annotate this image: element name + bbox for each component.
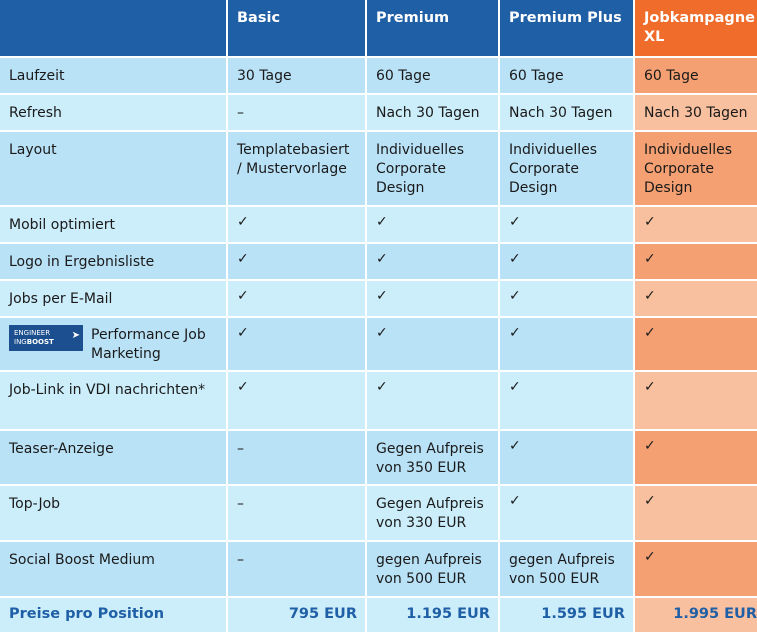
row-label-social-boost: Social Boost Medium xyxy=(0,542,226,596)
logo-line2a: ING xyxy=(14,338,27,346)
check-icon: ✓ xyxy=(367,372,498,429)
price-premium-plus: 1.595 EUR xyxy=(500,598,633,632)
check-icon: ✓ xyxy=(635,281,757,316)
check-icon: ✓ xyxy=(635,486,757,540)
check-icon: ✓ xyxy=(500,431,633,484)
check-icon: ✓ xyxy=(367,318,498,370)
cell-refresh-basic: – xyxy=(228,95,365,130)
performance-label: Performance Job Marketing xyxy=(91,327,206,362)
cell-topjob-premium: Gegen Aufpreis von 330 EUR xyxy=(367,486,498,540)
header-empty xyxy=(0,0,226,56)
check-icon: ✓ xyxy=(635,318,757,370)
check-icon: ✓ xyxy=(367,207,498,242)
check-icon: ✓ xyxy=(500,207,633,242)
row-label-teaser: Teaser-Anzeige xyxy=(0,431,226,484)
check-icon: ✓ xyxy=(228,207,365,242)
check-icon: ✓ xyxy=(635,372,757,429)
check-icon: ✓ xyxy=(635,207,757,242)
header-jobkampagne-xl: Jobkampagne XL xyxy=(635,0,757,56)
cell-social-premium: gegen Aufpreis von 500 EUR xyxy=(367,542,498,596)
price-basic: 795 EUR xyxy=(228,598,365,632)
cell-layout-premium-plus: Individuelles Corporate Design xyxy=(500,132,633,205)
check-icon: ✓ xyxy=(367,244,498,279)
footer-label: Preise pro Position xyxy=(0,598,226,632)
row-label-mobil: Mobil optimiert xyxy=(0,207,226,242)
cell-layout-premium: Individuelles Corporate Design xyxy=(367,132,498,205)
check-icon: ✓ xyxy=(228,372,365,429)
cell-social-basic: – xyxy=(228,542,365,596)
row-label-refresh: Refresh xyxy=(0,95,226,130)
check-icon: ✓ xyxy=(228,244,365,279)
row-label-performance-job-marketing xyxy=(0,318,226,370)
cell-social-premium-plus: gegen Aufpreis von 500 EUR xyxy=(500,542,633,596)
rocket-icon: ➤ xyxy=(71,330,80,341)
check-icon: ✓ xyxy=(367,281,498,316)
check-icon: ✓ xyxy=(500,244,633,279)
row-label-jobs-email: Jobs per E-Mail xyxy=(0,281,226,316)
check-icon: ✓ xyxy=(500,372,633,429)
row-label-job-link: Job-Link in VDI nachrichten* xyxy=(0,372,226,429)
check-icon: ✓ xyxy=(635,542,757,596)
check-icon: ✓ xyxy=(228,281,365,316)
header-premium: Premium xyxy=(367,0,498,56)
cell-topjob-basic: – xyxy=(228,486,365,540)
check-icon: ✓ xyxy=(635,431,757,484)
cell-layout-xl: Individuelles Corporate Design xyxy=(635,132,757,205)
cell-laufzeit-xl: 60 Tage xyxy=(635,58,757,93)
row-label-logo-ergebnisliste: Logo in Ergebnisliste xyxy=(0,244,226,279)
price-xl: 1.995 EUR xyxy=(635,598,757,632)
check-icon: ✓ xyxy=(635,244,757,279)
price-premium: 1.195 EUR xyxy=(367,598,498,632)
cell-laufzeit-premium-plus: 60 Tage xyxy=(500,58,633,93)
check-icon: ✓ xyxy=(500,281,633,316)
engineeringboost-logo xyxy=(9,325,83,351)
check-icon: ✓ xyxy=(228,318,365,370)
cell-refresh-xl: Nach 30 Tagen xyxy=(635,95,757,130)
cell-refresh-premium: Nach 30 Tagen xyxy=(367,95,498,130)
logo-line2b: BOOST xyxy=(26,338,54,346)
cell-layout-basic: Templatebasiert / Mustervorlage xyxy=(228,132,365,205)
cell-teaser-premium: Gegen Aufpreis von 350 EUR xyxy=(367,431,498,484)
cell-laufzeit-premium: 60 Tage xyxy=(367,58,498,93)
row-label-top-job: Top-Job xyxy=(0,486,226,540)
check-icon: ✓ xyxy=(500,486,633,540)
cell-laufzeit-basic: 30 Tage xyxy=(228,58,365,93)
cell-teaser-basic: – xyxy=(228,431,365,484)
check-icon: ✓ xyxy=(500,318,633,370)
logo-line1: ENGINEER xyxy=(14,329,51,337)
row-label-layout: Layout xyxy=(0,132,226,205)
row-label-laufzeit: Laufzeit xyxy=(0,58,226,93)
cell-refresh-premium-plus: Nach 30 Tagen xyxy=(500,95,633,130)
header-basic: Basic xyxy=(228,0,365,56)
header-premium-plus: Premium Plus xyxy=(500,0,633,56)
